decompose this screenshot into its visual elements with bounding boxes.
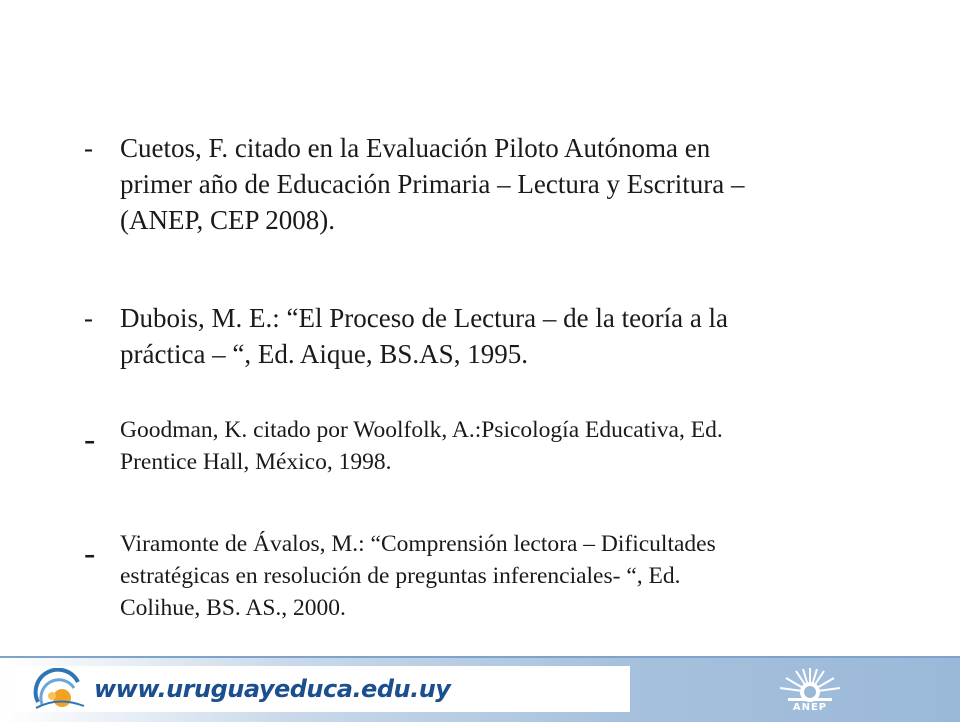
anep-label: ANEP bbox=[792, 702, 828, 713]
footer-bar bbox=[0, 656, 960, 722]
list-dash: - bbox=[84, 133, 93, 163]
reference-text bbox=[120, 130, 850, 238]
list-dash: - bbox=[84, 535, 96, 572]
reference-line: Cuetos, F. citado en la Evaluación Piloto Autónoma en bbox=[120, 133, 711, 163]
reference-line: práctica – “, Ed. Aique, BS.AS, 1995. bbox=[120, 339, 528, 369]
uruguayeduca-logo-icon bbox=[32, 668, 90, 710]
reference-line: Goodman, K. citado por Woolfolk, A.:Psicología Educativa, Ed. bbox=[120, 417, 723, 443]
reference-text bbox=[120, 528, 850, 624]
reference-text bbox=[120, 300, 850, 372]
reference-line: primer año de Educación Primaria – Lectura y Escritura – bbox=[120, 169, 745, 199]
reference-line: Prentice Hall, México, 1998. bbox=[120, 449, 392, 475]
site-url[interactable]: www.uruguayeduca.edu.uy bbox=[94, 675, 451, 703]
reference-line: estratégicas en resolución de preguntas inferenciales- “, Ed. bbox=[120, 563, 681, 589]
reference-line: (ANEP, CEP 2008). bbox=[120, 205, 336, 235]
reference-line: Dubois, M. E.: “El Proceso de Lectura – de la teoría a la bbox=[120, 303, 729, 333]
anep-sun-seal-icon bbox=[766, 662, 854, 706]
reference-text bbox=[120, 414, 850, 478]
list-dash: - bbox=[84, 303, 93, 333]
reference-line: Viramonte de Ávalos, M.: “Comprensión lectora – Dificultades bbox=[120, 531, 716, 557]
site-logo-banner bbox=[10, 666, 630, 712]
list-dash: - bbox=[84, 421, 96, 458]
reference-line: Colihue, BS. AS., 2000. bbox=[120, 595, 346, 621]
